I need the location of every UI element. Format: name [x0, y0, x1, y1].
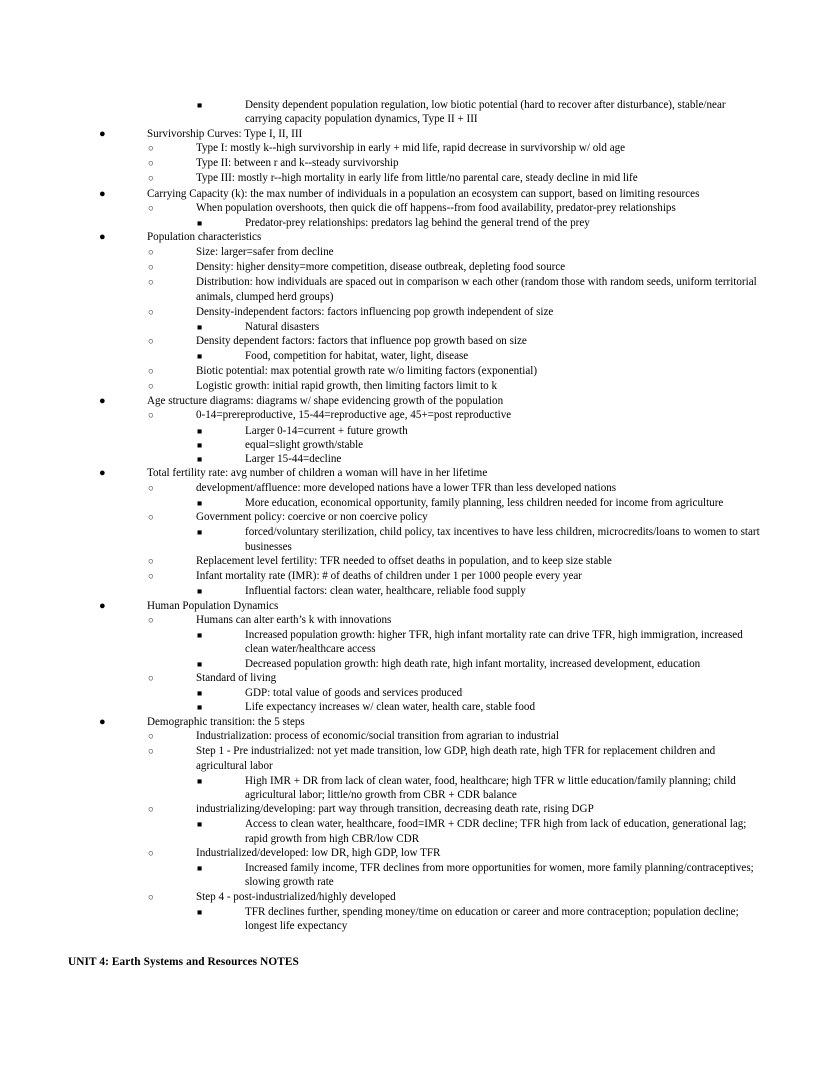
outline-item-level-2: [148, 364, 760, 379]
outline-item-text: Type II: between r and k--steady survivorship: [196, 157, 399, 169]
bullet-glyph-level-1-icon: ●: [99, 127, 106, 140]
bullet-glyph-level-3-icon: ■: [197, 497, 203, 508]
bullet-glyph-level-2-icon: ○: [148, 483, 154, 494]
bullet-glyph-level-3-icon: ■: [197, 658, 203, 669]
outline-item-text: Increased family income, TFR declines from more opportunities for women, more family planning/contraceptives; slowing growth rate: [245, 862, 754, 889]
outline-item-level-3: [197, 657, 760, 671]
bullet-glyph-level-3-icon: ■: [197, 688, 203, 698]
outline-item-text: Natural disasters: [245, 320, 320, 333]
outline-item-level-3: [197, 905, 760, 934]
bullet-glyph-level-3-icon: ■: [197, 527, 203, 538]
outline-item-level-1: [99, 230, 760, 244]
outline-item-level-3: [197, 525, 760, 554]
bullet-glyph-level-3-icon: ■: [197, 100, 203, 110]
outline-item-level-2: [148, 890, 760, 905]
outline-item-text: Government policy: coercive or non coercive policy: [196, 511, 428, 523]
bullet-glyph-level-3-icon: ■: [197, 906, 203, 917]
outline-item-text: Life expectancy increases w/ clean water, health care, stable food: [245, 701, 535, 714]
outline-item-level-3: [197, 861, 760, 890]
outline-item-text: Human Population Dynamics: [147, 599, 279, 612]
bullet-glyph-level-3-icon: ■: [197, 586, 203, 597]
outline-item-text: development/affluence: more developed nations have a lower TFR than less developed nations: [196, 481, 617, 494]
bullet-glyph-level-2-icon: ○: [148, 262, 154, 273]
outline-item-level-2: [148, 379, 760, 394]
bullet-glyph-level-2-icon: ○: [148, 731, 154, 742]
outline-item-text: Type III: mostly r--high mortality in early life from little/no parental care, steady decline in mid life: [196, 172, 638, 185]
outline-item-level-3: [197, 584, 760, 598]
bullet-glyph-level-2-icon: ○: [148, 174, 154, 185]
outline-item-level-3: [197, 686, 760, 700]
bullet-glyph-level-2-icon: ○: [148, 247, 154, 258]
outline-item-level-3: [197, 774, 760, 803]
bullet-glyph-level-2-icon: ○: [148, 159, 154, 169]
outline-item-level-2: [148, 141, 760, 156]
outline-item-text: When population overshoots, then quick die off happens--from food availability, predator-prey relationships: [196, 201, 676, 214]
outline-item-level-1: [99, 187, 760, 201]
outline-item-level-3: [197, 496, 760, 510]
outline-item-text: Density: higher density=more competition, disease outbreak, depleting food source: [196, 260, 566, 273]
bullet-glyph-level-3-icon: ■: [197, 425, 203, 436]
outline-item-text: Type I: mostly k--high survivorship in early + mid life, rapid decrease in survivorship w/ old age: [196, 141, 626, 154]
bullet-glyph-level-2-icon: ○: [148, 337, 154, 347]
outline-item-text: Increased population growth: higher TFR, high infant mortality rate can drive TFR, high immigration, increased clean water/healthcare access: [245, 629, 743, 656]
outline-item-level-2: [148, 156, 760, 171]
outline-item-level-2: [148, 802, 760, 817]
outline-item-text: Industrialization: process of economic/social transition from agrarian to industrial: [196, 729, 559, 742]
outline-item-level-2: [148, 171, 760, 186]
bullet-glyph-level-2-icon: ○: [148, 892, 154, 903]
outline-item-text: Size: larger=safer from decline: [196, 245, 334, 258]
outline-item-level-2: [148, 510, 760, 525]
bullet-glyph-level-3-icon: ■: [197, 218, 203, 228]
bullet-glyph-level-3-icon: ■: [197, 863, 203, 873]
bullet-glyph-level-2-icon: ○: [148, 411, 154, 422]
bullet-glyph-level-3-icon: ■: [197, 439, 203, 450]
bullet-glyph-level-2-icon: ○: [148, 366, 154, 377]
outline-item-text: Population characteristics: [147, 231, 262, 244]
outline-item-level-1: [99, 715, 760, 729]
outline-item-level-2: [148, 305, 760, 320]
bullet-glyph-level-3-icon: ■: [197, 630, 203, 640]
bullet-glyph-level-2-icon: ○: [148, 805, 154, 815]
bullet-glyph-level-3-icon: ■: [197, 351, 203, 362]
outline-item-level-2: [148, 613, 760, 628]
bullet-glyph-level-1-icon: ●: [99, 467, 106, 480]
bullet-glyph-level-3-icon: ■: [197, 454, 203, 464]
outline-item-level-2: [148, 245, 760, 260]
outline-item-text: Food, competition for habitat, water, light, disease: [245, 350, 469, 363]
outline-item-text: Humans can alter earth’s k with innovations: [196, 613, 392, 626]
outline-item-text: Standard of living: [196, 671, 277, 684]
bullet-glyph-level-1-icon: ●: [99, 187, 106, 200]
bullet-glyph-level-3-icon: ■: [197, 819, 203, 830]
outline-item-text: Density dependent factors: factors that influence pop growth based on size: [196, 335, 527, 347]
bullet-glyph-level-2-icon: ○: [148, 673, 154, 684]
outline-item-level-3: [197, 628, 760, 657]
bullet-glyph-level-2-icon: ○: [148, 513, 154, 523]
bullet-glyph-level-1-icon: ●: [99, 395, 106, 407]
outline-item-text: Carrying Capacity (k): the max number of individuals in a population an ecosystem can support, based on limiting resources: [147, 187, 700, 200]
outline-item-level-2: [148, 846, 760, 861]
outline-item-text: Larger 0-14=current + future growth: [245, 424, 408, 437]
outline-item-text: 0-14=prereproductive, 15-44=reproductive age, 45+=post reproductive: [196, 409, 512, 422]
outline-item-text: Influential factors: clean water, healthcare, reliable food supply: [245, 585, 526, 598]
outline-item-text: forced/voluntary sterilization, child policy, tax incentives to have less children, microcredits/loans to women to start businesses: [245, 526, 760, 553]
outline-item-level-2: [148, 334, 760, 349]
bullet-glyph-level-2-icon: ○: [148, 848, 154, 859]
outline-item-text: Survivorship Curves: Type I, II, III: [147, 127, 303, 140]
bullet-glyph-level-1-icon: ●: [99, 715, 106, 728]
outline-item-text: Density-independent factors: factors influencing pop growth independent of size: [196, 305, 554, 318]
outline-item-level-3: [197, 700, 760, 714]
outline-item-text: Logistic growth: initial rapid growth, then limiting factors limit to k: [196, 379, 498, 392]
outline-item-level-3: [197, 320, 760, 334]
bullet-glyph-level-2-icon: ○: [148, 747, 154, 757]
outline-item-text: High IMR + DR from lack of clean water, food, healthcare; high TFR w little education/family planning; child agricultural labor; little/no growth from CBR + CDR balance: [245, 774, 736, 801]
outline-item-level-2: [148, 569, 760, 584]
outline-item-level-1: [99, 127, 760, 141]
bullet-glyph-level-1-icon: ●: [99, 599, 106, 612]
bullet-glyph-level-3-icon: ■: [197, 321, 203, 332]
outline-item-text: Infant mortality rate (IMR): # of deaths of children under 1 per 1000 people every year: [196, 570, 582, 582]
outline-item-level-2: [148, 275, 760, 305]
outline-item-level-2: [148, 260, 760, 275]
bullet-glyph-level-2-icon: ○: [148, 572, 154, 582]
bullet-glyph-level-2-icon: ○: [148, 203, 154, 214]
outline-item-text: Access to clean water, healthcare, food=IMR + CDR decline; TFR high from lack of education, generational lag; rapid growth from high CBR/low CDR: [245, 818, 747, 845]
outline-item-level-2: [148, 671, 760, 686]
outline-item-level-1: [99, 394, 760, 408]
outline-item-level-3: [197, 216, 760, 230]
outline-item-level-2: [148, 729, 760, 744]
outline-item-level-1: [99, 466, 760, 480]
outline-item-level-2: [148, 554, 760, 569]
outline-list: [0, 98, 828, 933]
outline-item-text: Total fertility rate: avg number of children a woman will have in her lifetime: [147, 467, 488, 480]
outline-item-level-3: [197, 424, 760, 438]
outline-item-text: Predator-prey relationships: predators lag behind the general trend of the prey: [245, 217, 590, 229]
outline-item-text: Step 1 - Pre industrialized: not yet made transition, low GDP, high death rate, high TFR for replacement children and agricultural labor: [196, 745, 716, 773]
outline-item-text: More education, economical opportunity, family planning, less children needed for income from agriculture: [245, 496, 724, 509]
outline-item-level-3: [197, 438, 760, 452]
outline-item-text: Industrialized/developed: low DR, high GDP, low TFR: [196, 846, 441, 859]
outline-item-level-2: [148, 744, 760, 774]
bullet-glyph-level-3-icon: ■: [197, 702, 203, 713]
outline-item-level-3: [197, 817, 760, 846]
bullet-glyph-level-2-icon: ○: [148, 556, 154, 567]
outline-item-level-2: [148, 408, 760, 423]
outline-item-level-3: [197, 349, 760, 363]
bullet-glyph-level-3-icon: ■: [197, 775, 203, 786]
outline-item-text: Distribution: how individuals are spaced out in comparison w each other (random those with random seeds, uniform territorial animals, clumped herd groups): [196, 276, 757, 304]
outline-item-text: Density dependent population regulation, low biotic potential (hard to recover after disturbance), stable/near carrying capacity population dynamics, Type II + III: [245, 99, 726, 126]
outline-item-text: Replacement level fertility: TFR needed to offset deaths in population, and to keep size stable: [196, 554, 612, 567]
bullet-glyph-level-1-icon: ●: [99, 231, 106, 244]
outline-item-level-2: [148, 201, 760, 216]
bullet-glyph-level-2-icon: ○: [148, 143, 154, 154]
outline-item-level-2: [148, 481, 760, 496]
outline-item-text: Age structure diagrams: diagrams w/ shape evidencing growth of the population: [147, 395, 504, 407]
outline-item-level-1: [99, 599, 760, 613]
bullet-glyph-level-2-icon: ○: [148, 615, 154, 626]
outline-item-text: Demographic transition: the 5 steps: [147, 715, 305, 728]
bullet-glyph-level-2-icon: ○: [148, 307, 154, 318]
outline-item-level-3: [197, 98, 760, 127]
outline-item-text: Larger 15-44=decline: [245, 453, 342, 465]
outline-item-text: equal=slight growth/stable: [245, 438, 364, 451]
section-heading-unit-4: UNIT 4: Earth Systems and Resources NOTES: [68, 956, 299, 968]
outline-item-text: industrializing/developing: part way through transition, decreasing death rate, rising DGP: [196, 803, 594, 815]
outline-item-text: TFR declines further, spending money/time on education or career and more contraception; population decline; longest life expectancy: [245, 905, 739, 932]
outline-item-text: GDP: total value of goods and services produced: [245, 687, 463, 699]
outline-item-level-3: [197, 452, 760, 466]
outline-item-text: Decreased population growth: high death rate, high infant mortality, increased development, education: [245, 657, 701, 670]
bullet-glyph-level-2-icon: ○: [148, 381, 154, 392]
outline-item-text: Step 4 - post-industrialized/highly developed: [196, 890, 396, 903]
bullet-glyph-level-2-icon: ○: [148, 278, 154, 288]
outline-item-text: Biotic potential: max potential growth rate w/o limiting factors (exponential): [196, 364, 538, 377]
